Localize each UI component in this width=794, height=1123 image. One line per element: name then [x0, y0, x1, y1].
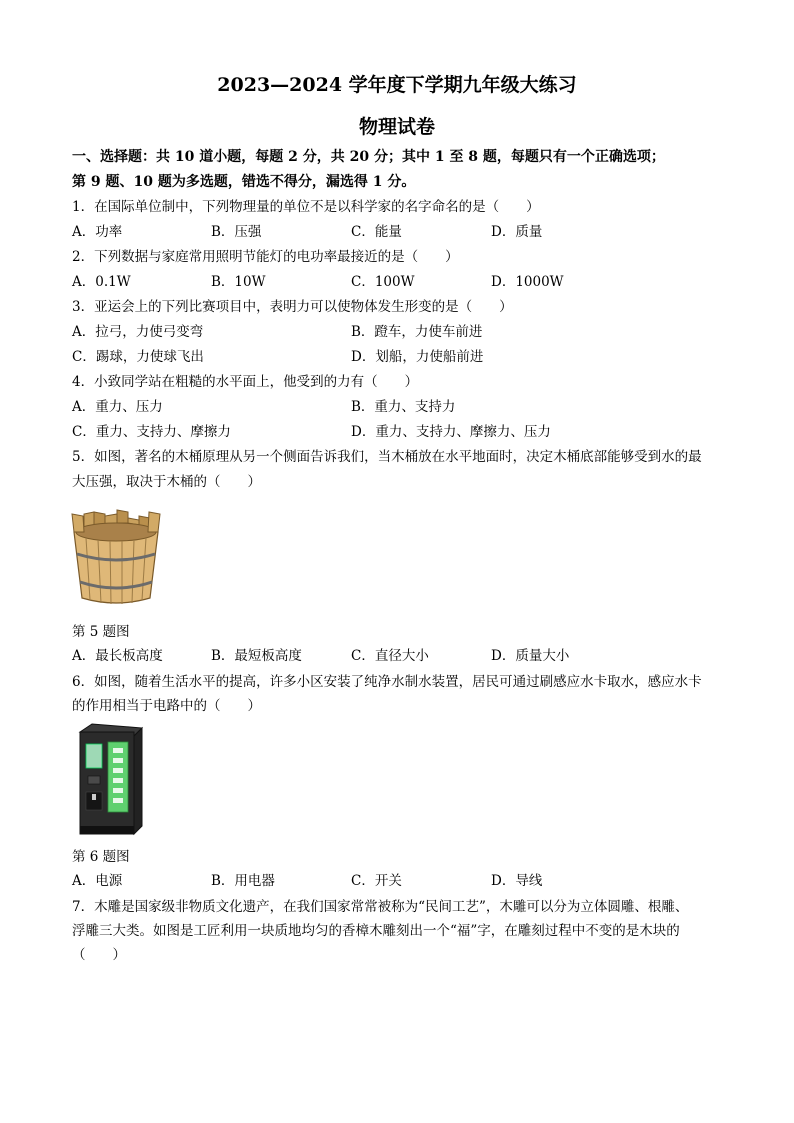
question-2-option-a: A．0.1W — [72, 274, 131, 290]
question-6-stem-line2: 的作用相当于电路中的（ ） — [72, 698, 261, 714]
question-2-option-b: B．10W — [211, 274, 266, 290]
question-7-stem-line2: 浮雕三大类。如图是工匠利用一块质地均匀的香樟木雕刻出一个“福”字，在雕刻过程中不变的是木块的 — [72, 923, 680, 939]
question-4-option-d: D．重力、支持力、摩擦力、压力 — [351, 424, 551, 440]
question-1-option-a: A．功率 — [72, 224, 123, 240]
question-5-option-a: A．最长板高度 — [72, 648, 163, 664]
question-3-option-d: D．划船，力使船前进 — [351, 349, 484, 365]
question-2-stem: 2．下列数据与家庭常用照明节能灯的电功率最接近的是（ ） — [72, 249, 459, 265]
question-2-option-c: C．100W — [351, 274, 415, 290]
question-2-option-d: D．1000W — [491, 274, 564, 290]
question-1-option-d: D．质量 — [491, 224, 543, 240]
question-3-option-c: C．踢球，力使球飞出 — [72, 349, 204, 365]
question-3-stem: 3．亚运会上的下列比赛项目中，表明力可以使物体发生形变的是（ ） — [72, 299, 513, 315]
question-4-option-c: C．重力、支持力、摩擦力 — [72, 424, 231, 440]
question-7-stem-line1: 7．木雕是国家级非物质文化遗产，在我们国家常常被称为“民间工艺”，木雕可以分为立体圆雕、根雕、 — [72, 899, 689, 915]
question-5-option-d: D．质量大小 — [491, 648, 570, 664]
question-6-stem-line1: 6．如图，随着生活水平的提高，许多小区安装了纯净水制水装置，居民可通过刷感应水卡取水，感应水卡 — [72, 674, 702, 690]
section-heading-line2: 第 9 题、10 题为多选题，错选不得分，漏选得 1 分。 — [72, 174, 416, 190]
question-5-stem-line1: 5．如图，著名的木桶原理从另一个侧面告诉我们，当木桶放在水平地面时，决定木桶底部能够受到水的最 — [72, 449, 702, 465]
question-3-option-a: A．拉弓，力使弓变弯 — [72, 324, 204, 340]
question-5-figure-caption: 第 5 题图 — [72, 624, 130, 640]
question-1-stem: 1．在国际单位制中，下列物理量的单位不是以科学家的名字命名的是（ ） — [72, 199, 540, 215]
question-6-figure-caption: 第 6 题图 — [72, 849, 130, 865]
question-1-option-b: B．压强 — [211, 224, 262, 240]
question-5-stem-line2: 大压强，取决于木桶的（ ） — [72, 474, 261, 490]
question-6-option-b: B．用电器 — [211, 873, 275, 889]
exam-subtitle: 物理试卷 — [358, 116, 435, 138]
question-6-option-a: A．电源 — [72, 873, 123, 889]
question-6-option-c: C．开关 — [351, 873, 402, 889]
question-4-stem: 4．小致同学站在粗糙的水平面上，他受到的力有（ ） — [72, 374, 419, 390]
question-6-option-d: D．导线 — [491, 873, 543, 889]
exam-title: 2023—2024 学年度下学期九年级大练习 — [217, 74, 577, 96]
question-7-stem-line3: （ ） — [72, 947, 126, 963]
question-4-option-a: A．重力、压力 — [72, 399, 163, 415]
question-5-option-b: B．最短板高度 — [211, 648, 302, 664]
question-4-option-b: B．重力、支持力 — [351, 399, 456, 415]
water-vending-machine-figure — [78, 722, 144, 838]
question-1-option-c: C．能量 — [351, 224, 402, 240]
question-5-option-c: C．直径大小 — [351, 648, 429, 664]
section-heading-line1: 一、选择题：共 10 道小题，每题 2 分，共 20 分；其中 1 至 8 题，每题只有一个正确选项； — [72, 149, 665, 165]
question-3-option-b: B．蹬车，力使车前进 — [351, 324, 483, 340]
wooden-bucket-figure — [70, 508, 162, 606]
